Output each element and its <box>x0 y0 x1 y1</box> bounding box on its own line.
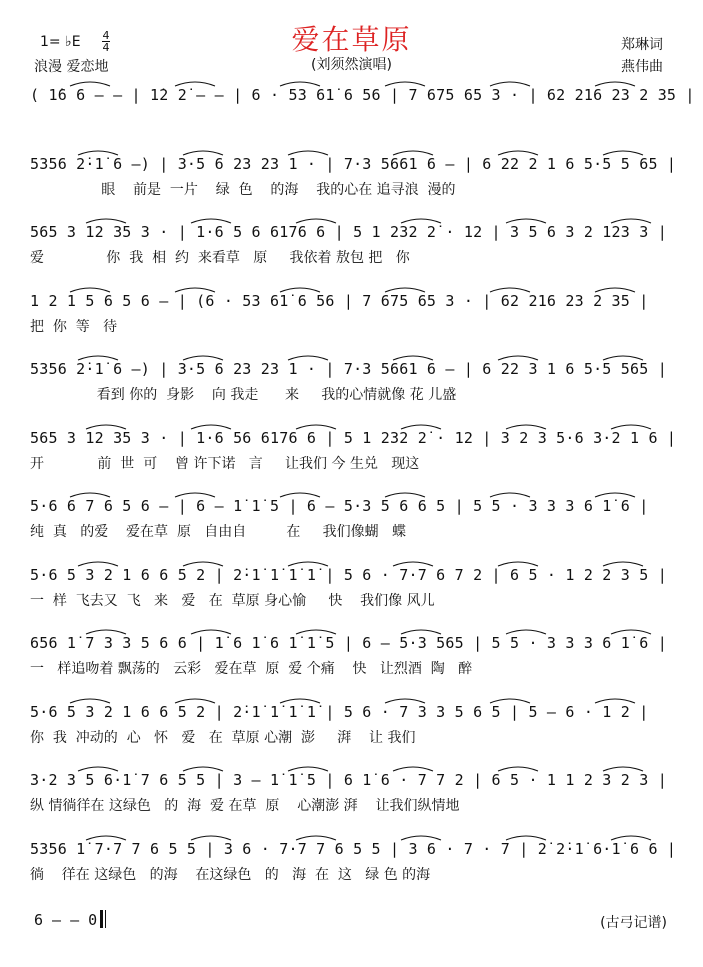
meter-top: 4 <box>102 29 110 42</box>
performer-subtitle: (刘须然演唱) <box>311 57 392 73</box>
notation-row: 5356 2̇·1̇ 6 –) | 3·5 6 23 23 1 · | 7·3 5661 6 – | 6 22 3 1 6 5·5 565 | <box>30 360 667 378</box>
lyric-row: 把 你 等 待 <box>30 318 118 335</box>
lyric-row: 开 前 世 可 曾 许下诺 言 让我们 今 生兑 现这 <box>30 455 420 472</box>
time-signature <box>102 30 110 53</box>
notation-row: 5·6 6 7 6 5 6 – | 6 – 1̇ 1̇ 5 | 6 – 5·3 5 6 6 5 | 5 5 · 3 3 3 6 1̇ 6 | <box>30 497 649 515</box>
song-title: 爱在草原 <box>291 23 412 56</box>
transcriber-credit: (古弓记谱) <box>600 915 667 931</box>
notation-row: 565 3 12 35 3 · | 1·6 5 6 6176 6 | 5 1 232 2̇ · 12 | 3 5 6 3 2 123 3 | <box>30 223 667 241</box>
notation-row: 5·6 5 3 2 1 6 6 5 2 | 2̇·1̇ 1̇ 1̇ 1̇ | 5 6 · 7 3 3 5 6 5 | 5 – 6 · 1 2 | <box>30 702 649 721</box>
final-barline <box>100 910 103 928</box>
lyric-row: 爱 你 我 相 约 来看草 原 我依着 敖包 把 你 <box>30 250 410 266</box>
key-signature: 1= ♭E <box>40 34 81 50</box>
lyricist-credit: 郑琳词 <box>621 37 663 53</box>
notation-row: 5·6 5 3 2 1 6 6 5 2 | 2̇·1̇ 1̇ 1̇ 1̇ | 5 6 · 7·7 6 7 2 | 6 5 · 1 2 2 3 5 | <box>30 565 667 584</box>
lyric-row: 徜 徉在 这绿色 的海 在这绿色 的 海 在 这 绿 色 的海 <box>30 866 431 883</box>
notation-row: ( 1̇6 6 – – | 1̇2 2̇ – – | 6 · 53 61̇ 6 56 | 7 675 65 3 · | 62 216 23 2 35 | <box>30 86 695 104</box>
lyric-row: 纵 情徜徉在 这绿色 的 海 爱 在草 原 心潮澎 湃 让我们纵情地 <box>30 798 460 814</box>
lyric-row: 一 样 飞去又 飞 来 爱 在 草原 身心愉 快 我们像 风儿 <box>30 592 435 609</box>
meter-bottom: 4 <box>102 41 110 54</box>
ending-notes: 6 – – 0 <box>34 911 98 929</box>
ending-measure <box>34 910 106 929</box>
lyric-row: 看到 你的 身影 向 我走 来 我的心情就像 花 儿盛 <box>30 387 457 403</box>
lyric-row: 你 我 冲动的 心 怀 爱 在 草原 心潮 澎 湃 让 我们 <box>30 729 416 746</box>
final-barline-thin <box>105 910 106 928</box>
lyric-row: 一 样追吻着 飘荡的 云彩 爱在草 原 爱 个痛 快 让烈酒 陶 醉 <box>30 661 473 677</box>
notation-row: 5356 1̇ 7·7 7 6 5 5 | 3 6 · 7·7 7 6 5 5 | 3 6 · 7 · 7 | 2̇ 2̇·1̇ 6·1̇ 6 6 | <box>30 839 677 858</box>
notation-row: 3·2 3 5 6·1̇ 7 6 5 5 | 3 – 1̇ 1̇ 5 | 6 1̇ 6 · 7 7 2 | 6 5 · 1 1 2 3 2 3 | <box>30 771 667 789</box>
performance-style: 浪漫 爱恋地 <box>34 59 109 75</box>
lyric-row: 纯 真 的爱 爱在草 原 自由自 在 我们像蝴 蝶 <box>30 524 406 540</box>
notation-row: 565 3 12 35 3 · | 1·6 56 6176 6 | 5 1 232 2̇ · 12 | 3 2 3 5·6 3·2 1 6 | <box>30 428 677 447</box>
notation-row: 1 2 1 5 6 5 6 – | (6 · 53 61̇ 6 56 | 7 675 65 3 · | 62 216 23 2 35 | <box>30 291 649 310</box>
notation-row: 5356 2̇·1̇ 6 –) | 3·5 6 23 23 1 · | 7·3 5661 6 – | 6 22 2 1 6 5·5 5 65 | <box>30 154 677 173</box>
composer-credit: 燕伟曲 <box>621 59 663 75</box>
notation-row: 656 1̇ 7 3 3 5 6 6 | 1̇ 6 1̇ 6 1̇ 1̇ 5 | 6 – 5·3 565 | 5 5 · 3 3 3 6 1̇ 6 | <box>30 634 667 652</box>
lyric-row: 眼 前是 一片 绿 色 的海 我的心在 追寻浪 漫的 <box>30 181 456 198</box>
